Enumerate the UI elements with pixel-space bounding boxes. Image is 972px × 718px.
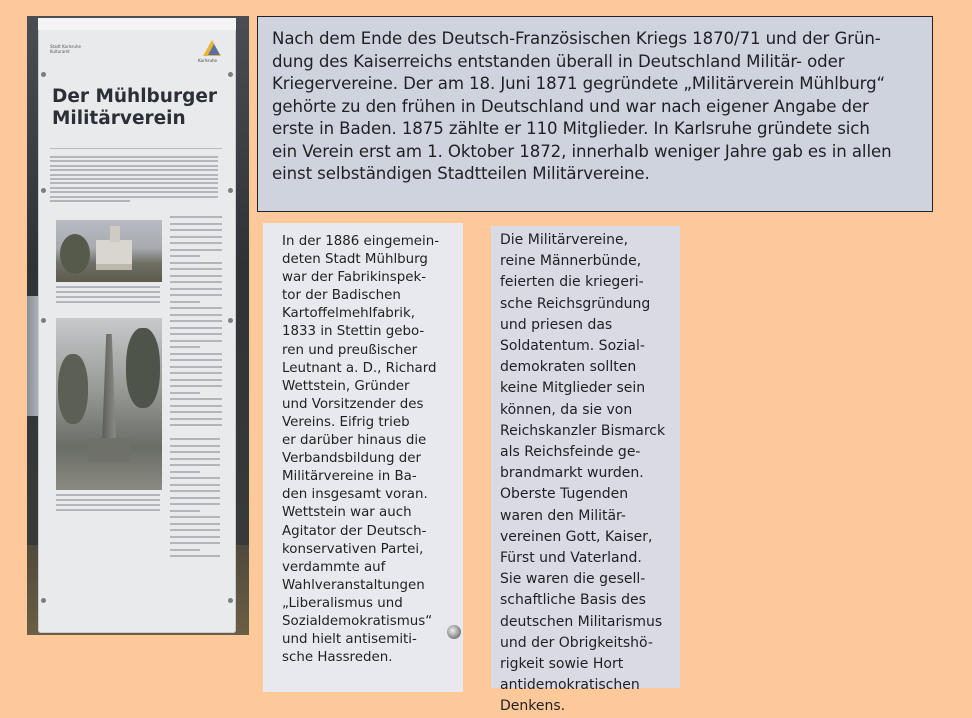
text-line: verdammte auf: [282, 559, 386, 575]
illegible-text-line: [170, 458, 220, 460]
stele-top: [38, 18, 236, 30]
illegible-text-line: [50, 200, 130, 202]
stele-photo: [27, 16, 249, 635]
illegible-text-line: [170, 555, 220, 557]
text-line: war der Fabrikinspek-: [282, 270, 427, 286]
text-line: Militärvereine in Ba-: [282, 469, 417, 485]
illegible-text-line: [170, 497, 220, 499]
text-line: 1833 in Stettin gebo-: [282, 324, 425, 340]
illegible-text-line: [56, 509, 160, 511]
text-line: erste in Baden. 1875 zählte er 110 Mitglieder. In Karlsruhe gründete sich: [272, 119, 870, 138]
illegible-text-line: [170, 411, 222, 413]
illegible-text-line: [50, 156, 218, 158]
text-line: gehörte zu den frühen in Deutschland und war nach eigener Angabe der: [272, 96, 869, 116]
text-line: demokraten sollten: [500, 359, 637, 376]
text-line: brandmarkt wurden.: [500, 465, 644, 482]
illegible-text-line: [170, 392, 200, 394]
screw-icon: [228, 598, 233, 603]
text-line: als Reichsfeinde ge-: [500, 444, 641, 461]
illegible-text-line: [170, 216, 222, 218]
screw-icon: [41, 598, 46, 603]
stele-city-line1: Stadt Karlsruhe: [50, 44, 81, 49]
text-line: einst selbständigen Stadtteilen Militärvereine.: [272, 164, 650, 183]
stele-divider: [50, 148, 222, 149]
illegible-text-line: [170, 301, 200, 303]
text-line: Verbandsbildung der: [282, 451, 421, 467]
illegible-text-line: [170, 424, 222, 426]
text-line: Die Militärvereine,: [500, 232, 629, 248]
text-line: können, da sie von: [500, 401, 633, 418]
text-line: Soldatentum. Sozial-: [500, 338, 645, 355]
church-photo: [56, 220, 162, 282]
text-line: konservativen Partei,: [282, 541, 424, 557]
illegible-text-line: [170, 451, 220, 453]
illegible-text-line: [50, 160, 218, 162]
screw-icon: [447, 625, 461, 639]
screw-icon: [41, 72, 46, 77]
stele-city-line2: Kulturamt: [50, 49, 70, 54]
illegible-text-line: [170, 223, 222, 225]
illegible-text-line: [170, 445, 220, 447]
illegible-text-line: [170, 320, 222, 322]
text-line: rigkeit sowie Hort: [500, 656, 624, 673]
text-line: Denkens.: [500, 698, 566, 715]
text-line: Wahlveranstaltungen: [282, 577, 425, 593]
text-line: Kriegervereine. Der am 18. Juni 1871 gegründete „Militärverein Mühlburg“: [272, 74, 886, 93]
screw-icon: [228, 318, 233, 323]
illegible-text-line: [170, 379, 222, 381]
illegible-text-line: [50, 165, 218, 167]
church-tower: [110, 226, 120, 242]
illegible-text-line: [170, 366, 222, 368]
text-line: Oberste Tugenden: [500, 486, 629, 503]
illegible-text-line: [170, 477, 220, 479]
text-line: er darüber hinaus die: [282, 433, 427, 449]
tree: [58, 354, 88, 424]
illegible-text-line: [170, 438, 220, 440]
illegible-text-line: [170, 471, 200, 473]
text-line: vereinen Gott, Kaiser,: [500, 528, 653, 545]
illegible-text-line: [170, 464, 220, 466]
illegible-text-line: [170, 249, 222, 251]
illegible-text-line: [50, 196, 218, 198]
screw-icon: [41, 188, 46, 193]
illegible-text-line: [170, 529, 220, 531]
text-line: deten Stadt Mühlburg: [282, 252, 428, 268]
screw-icon: [41, 318, 46, 323]
illegible-text-line: [170, 229, 222, 231]
text-line: reine Männerbünde,: [500, 253, 642, 270]
illegible-text-line: [170, 542, 220, 544]
illegible-text-line: [50, 169, 218, 171]
illegible-text-line: [170, 262, 222, 264]
stele-title-line: Der Mühlburger: [52, 86, 218, 107]
obelisk: [102, 334, 116, 444]
stele-logo-text: Karlsruhe: [198, 58, 218, 63]
illegible-text-line: [170, 536, 220, 538]
illegible-text-line: [170, 398, 222, 400]
illegible-text-line: [170, 385, 222, 387]
illegible-text-line: [170, 242, 222, 244]
illegible-text-line: [170, 288, 222, 290]
text-line: Fürst und Vaterland.: [500, 550, 642, 567]
screw-icon: [228, 72, 233, 77]
intro-text-panel: [257, 16, 933, 212]
text-line: Wettstein war auch: [282, 505, 412, 521]
illegible-text-line: [170, 523, 220, 525]
text-line: ren und preußischer: [282, 342, 418, 358]
illegible-text-line: [50, 174, 218, 176]
text-line: keine Mitglieder sein: [500, 380, 646, 397]
church-building: [96, 240, 132, 270]
stele-title: [52, 86, 227, 130]
illegible-text-line: [56, 301, 160, 303]
stele-city-label: [50, 44, 81, 54]
text-line: sche Reichsgründung: [500, 295, 651, 312]
text-line: „Liberalismus und: [282, 595, 403, 611]
text-line: Vereins. Eifrig trieb: [282, 414, 410, 430]
illegible-text-line: [170, 490, 220, 492]
monument-base: [88, 438, 130, 462]
wettstein-text-panel: [263, 223, 463, 692]
illegible-text-line: [170, 314, 222, 316]
illegible-text-line: [170, 503, 220, 505]
illegible-text-line: [170, 510, 200, 512]
illegible-text-line: [50, 187, 218, 189]
text-line: Sie waren die gesell-: [500, 571, 646, 588]
illegible-text-line: [170, 294, 222, 296]
illegible-text-line: [56, 286, 160, 288]
illegible-text-line: [170, 372, 222, 374]
illegible-text-line: [170, 307, 222, 309]
illegible-text-line: [170, 516, 220, 518]
illegible-text-line: [170, 268, 222, 270]
text-line: schaftliche Basis des: [500, 592, 646, 609]
text-line: In der 1886 eingemein-: [282, 234, 440, 249]
illegible-text-line: [170, 236, 222, 238]
text-line: und Vorsitzender des: [282, 396, 424, 412]
text-line: den insgesamt voran.: [282, 487, 428, 503]
monument-photo: [56, 318, 162, 490]
illegible-text-line: [56, 504, 160, 506]
text-line: Reichskanzler Bismarck: [500, 422, 666, 439]
illegible-text-line: [170, 275, 222, 277]
illegible-text-line: [56, 291, 160, 293]
illegible-text-line: [170, 346, 200, 348]
illegible-text-line: [170, 359, 222, 361]
info-stele: [38, 18, 236, 633]
tree: [60, 234, 90, 274]
illegible-text-line: [50, 182, 218, 184]
militarism-text-panel: [491, 226, 680, 715]
stele-title-line: Militärverein: [52, 108, 186, 129]
illegible-text-line: [170, 405, 222, 407]
text-line: Sozialdemokratismus“: [282, 613, 433, 629]
text-line: feierten die kriegeri-: [500, 274, 644, 291]
screw-icon: [228, 188, 233, 193]
illegible-text-line: [50, 178, 218, 180]
text-line: ein Verein erst am 1. Oktober 1872, innerhalb weniger Jahre gab es in allen: [272, 141, 892, 161]
illegible-text-line: [170, 484, 220, 486]
text-line: Agitator der Deutsch-: [282, 523, 427, 539]
illegible-text-line: [170, 340, 222, 342]
illegible-text-line: [56, 499, 160, 501]
illegible-text-line: [170, 333, 222, 335]
illegible-text-line: [170, 549, 200, 551]
illegible-text-line: [50, 191, 218, 193]
text-line: waren den Militär-: [500, 507, 626, 524]
text-line: Wettstein, Gründer: [282, 378, 410, 394]
text-line: und hielt antisemiti-: [282, 632, 417, 648]
text-line: und priesen das: [500, 316, 613, 333]
text-line: Kartoffelmehlfabrik,: [282, 306, 416, 322]
text-line: Leutnant a. D., Richard: [282, 360, 437, 376]
illegible-text-line: [56, 296, 160, 298]
illegible-text-line: [170, 353, 222, 355]
text-line: Nach dem Ende des Deutsch-Französischen Kriegs 1870/71 und der Grün-: [272, 29, 881, 48]
illegible-text-line: [170, 327, 222, 329]
illegible-text-line: [170, 281, 222, 283]
text-line: dung des Kaiserreichs entstanden überall in Deutschland Militär- oder: [272, 51, 845, 71]
tree: [126, 328, 160, 408]
text-line: sche Hassreden.: [282, 650, 393, 666]
text-line: antidemokratischen: [500, 677, 640, 694]
illegible-text-line: [56, 494, 160, 496]
illegible-text-line: [170, 418, 222, 420]
illegible-text-line: [170, 255, 200, 257]
text-line: tor der Badischen: [282, 288, 401, 304]
text-line: und der Obrigkeitshö-: [500, 634, 653, 651]
text-line: deutschen Militarismus: [500, 613, 663, 630]
karlsruhe-logo-inner-icon: [208, 44, 220, 55]
